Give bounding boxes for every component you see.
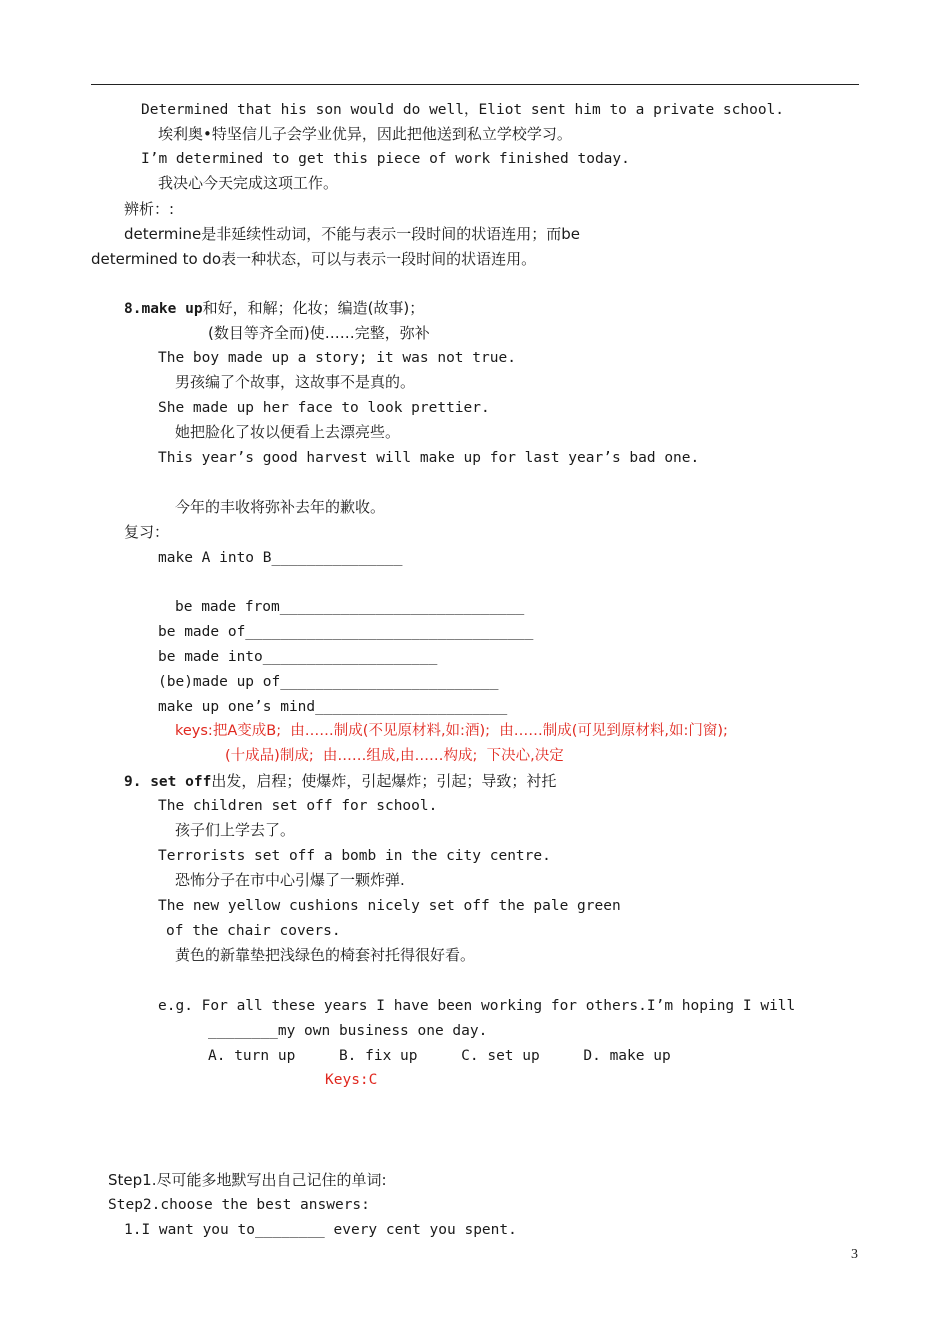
example-translation-zh: 她把脸化了妆以便看上去漂亮些。	[175, 423, 401, 441]
page-number: 3	[851, 1247, 858, 1262]
example-translation-zh: 男孩编了个故事，这故事不是真的。	[175, 373, 416, 391]
review-blank: be made into____________________	[158, 649, 438, 665]
review-blank: be made from____________________________	[175, 599, 525, 615]
review-blank: make up one’s mind______________________	[158, 699, 508, 715]
exercise-key: Keys:C	[325, 1072, 378, 1088]
section-heading-make-up	[124, 298, 424, 319]
review-heading: 复习：	[124, 523, 170, 541]
example-translation-zh: 孩子们上学去了。	[175, 821, 296, 839]
review-keys: keys:把A变成B; 由……制成(不见原材料,如:酒); 由……制成(可见到原材料,如:门窗);	[175, 723, 728, 739]
example-sentence-en: She made up her face to look prettier.	[158, 400, 490, 416]
example-sentence-en: Determined that his son would do well，Eliot sent him to a private school.	[141, 102, 785, 118]
review-blank: (be)made up of_________________________	[158, 674, 499, 690]
analysis-heading: 辨析：:	[124, 200, 175, 218]
example-translation-zh: 埃利奥•特坚信儿子会学业优异，因此把他送到私立学校学习。	[158, 125, 572, 143]
phrase-meanings: 出发，启程；使爆炸，引起爆炸；引起；导致；衬托	[211, 772, 557, 790]
exercise-question: e.g. For all these years I have been working for others.I’m hoping I will	[158, 998, 796, 1014]
phrase-set-off: 9. set off	[124, 774, 212, 790]
example-translation-zh: 我决心今天完成这项工作。	[158, 174, 339, 192]
exercise-question: ________my own business one day.	[208, 1023, 488, 1039]
phrase-make-up: 8.make up	[124, 301, 203, 317]
example-sentence-en: This year’s good harvest will make up for last year’s bad one.	[158, 450, 700, 466]
phrase-meanings: (数目等齐全而)使……完整，弥补	[208, 324, 430, 342]
review-blank: make A into B_______________	[158, 550, 403, 566]
example-sentence-en: The boy made up a story; it was not true.	[158, 350, 516, 366]
example-sentence-en: The new yellow cushions nicely set off the pale green	[158, 898, 621, 914]
section-heading-set-off	[124, 771, 556, 792]
example-sentence-en: The children set off for school.	[158, 798, 438, 814]
step-heading: Step2.choose the best answers:	[108, 1197, 370, 1213]
phrase-meanings: 和好，和解；化妆；编造(故事)；	[202, 299, 425, 317]
header-rule	[91, 84, 859, 85]
example-translation-zh: 今年的丰收将弥补去年的歉收。	[175, 498, 386, 516]
exercise-options: A. turn up B. fix up C. set up D. make up	[208, 1048, 671, 1064]
example-sentence-en: of the chair covers.	[166, 923, 341, 939]
analysis-text: determine是非延续性动词，不能与表示一段时间的状语连用；而be	[124, 225, 581, 243]
step-heading: Step1.尽可能多地默写出自己记住的单词:	[108, 1171, 387, 1189]
review-blank: be made of_________________________________	[158, 624, 534, 640]
exercise-question: 1.I want you to________ every cent you spent.	[124, 1222, 517, 1238]
review-keys: (十成品)制成; 由……组成,由……构成; 下决心,决定	[225, 748, 564, 764]
example-sentence-en: Terrorists set off a bomb in the city centre.	[158, 848, 551, 864]
example-translation-zh: 恐怖分子在市中心引爆了一颗炸弹.	[175, 871, 405, 889]
analysis-text: determined to do表一种状态，可以与表示一段时间的状语连用。	[91, 250, 537, 268]
example-translation-zh: 黄色的新靠垫把浅绿色的椅套衬托得很好看。	[175, 946, 476, 964]
example-sentence-en: I’m determined to get this piece of work finished today.	[141, 151, 630, 167]
